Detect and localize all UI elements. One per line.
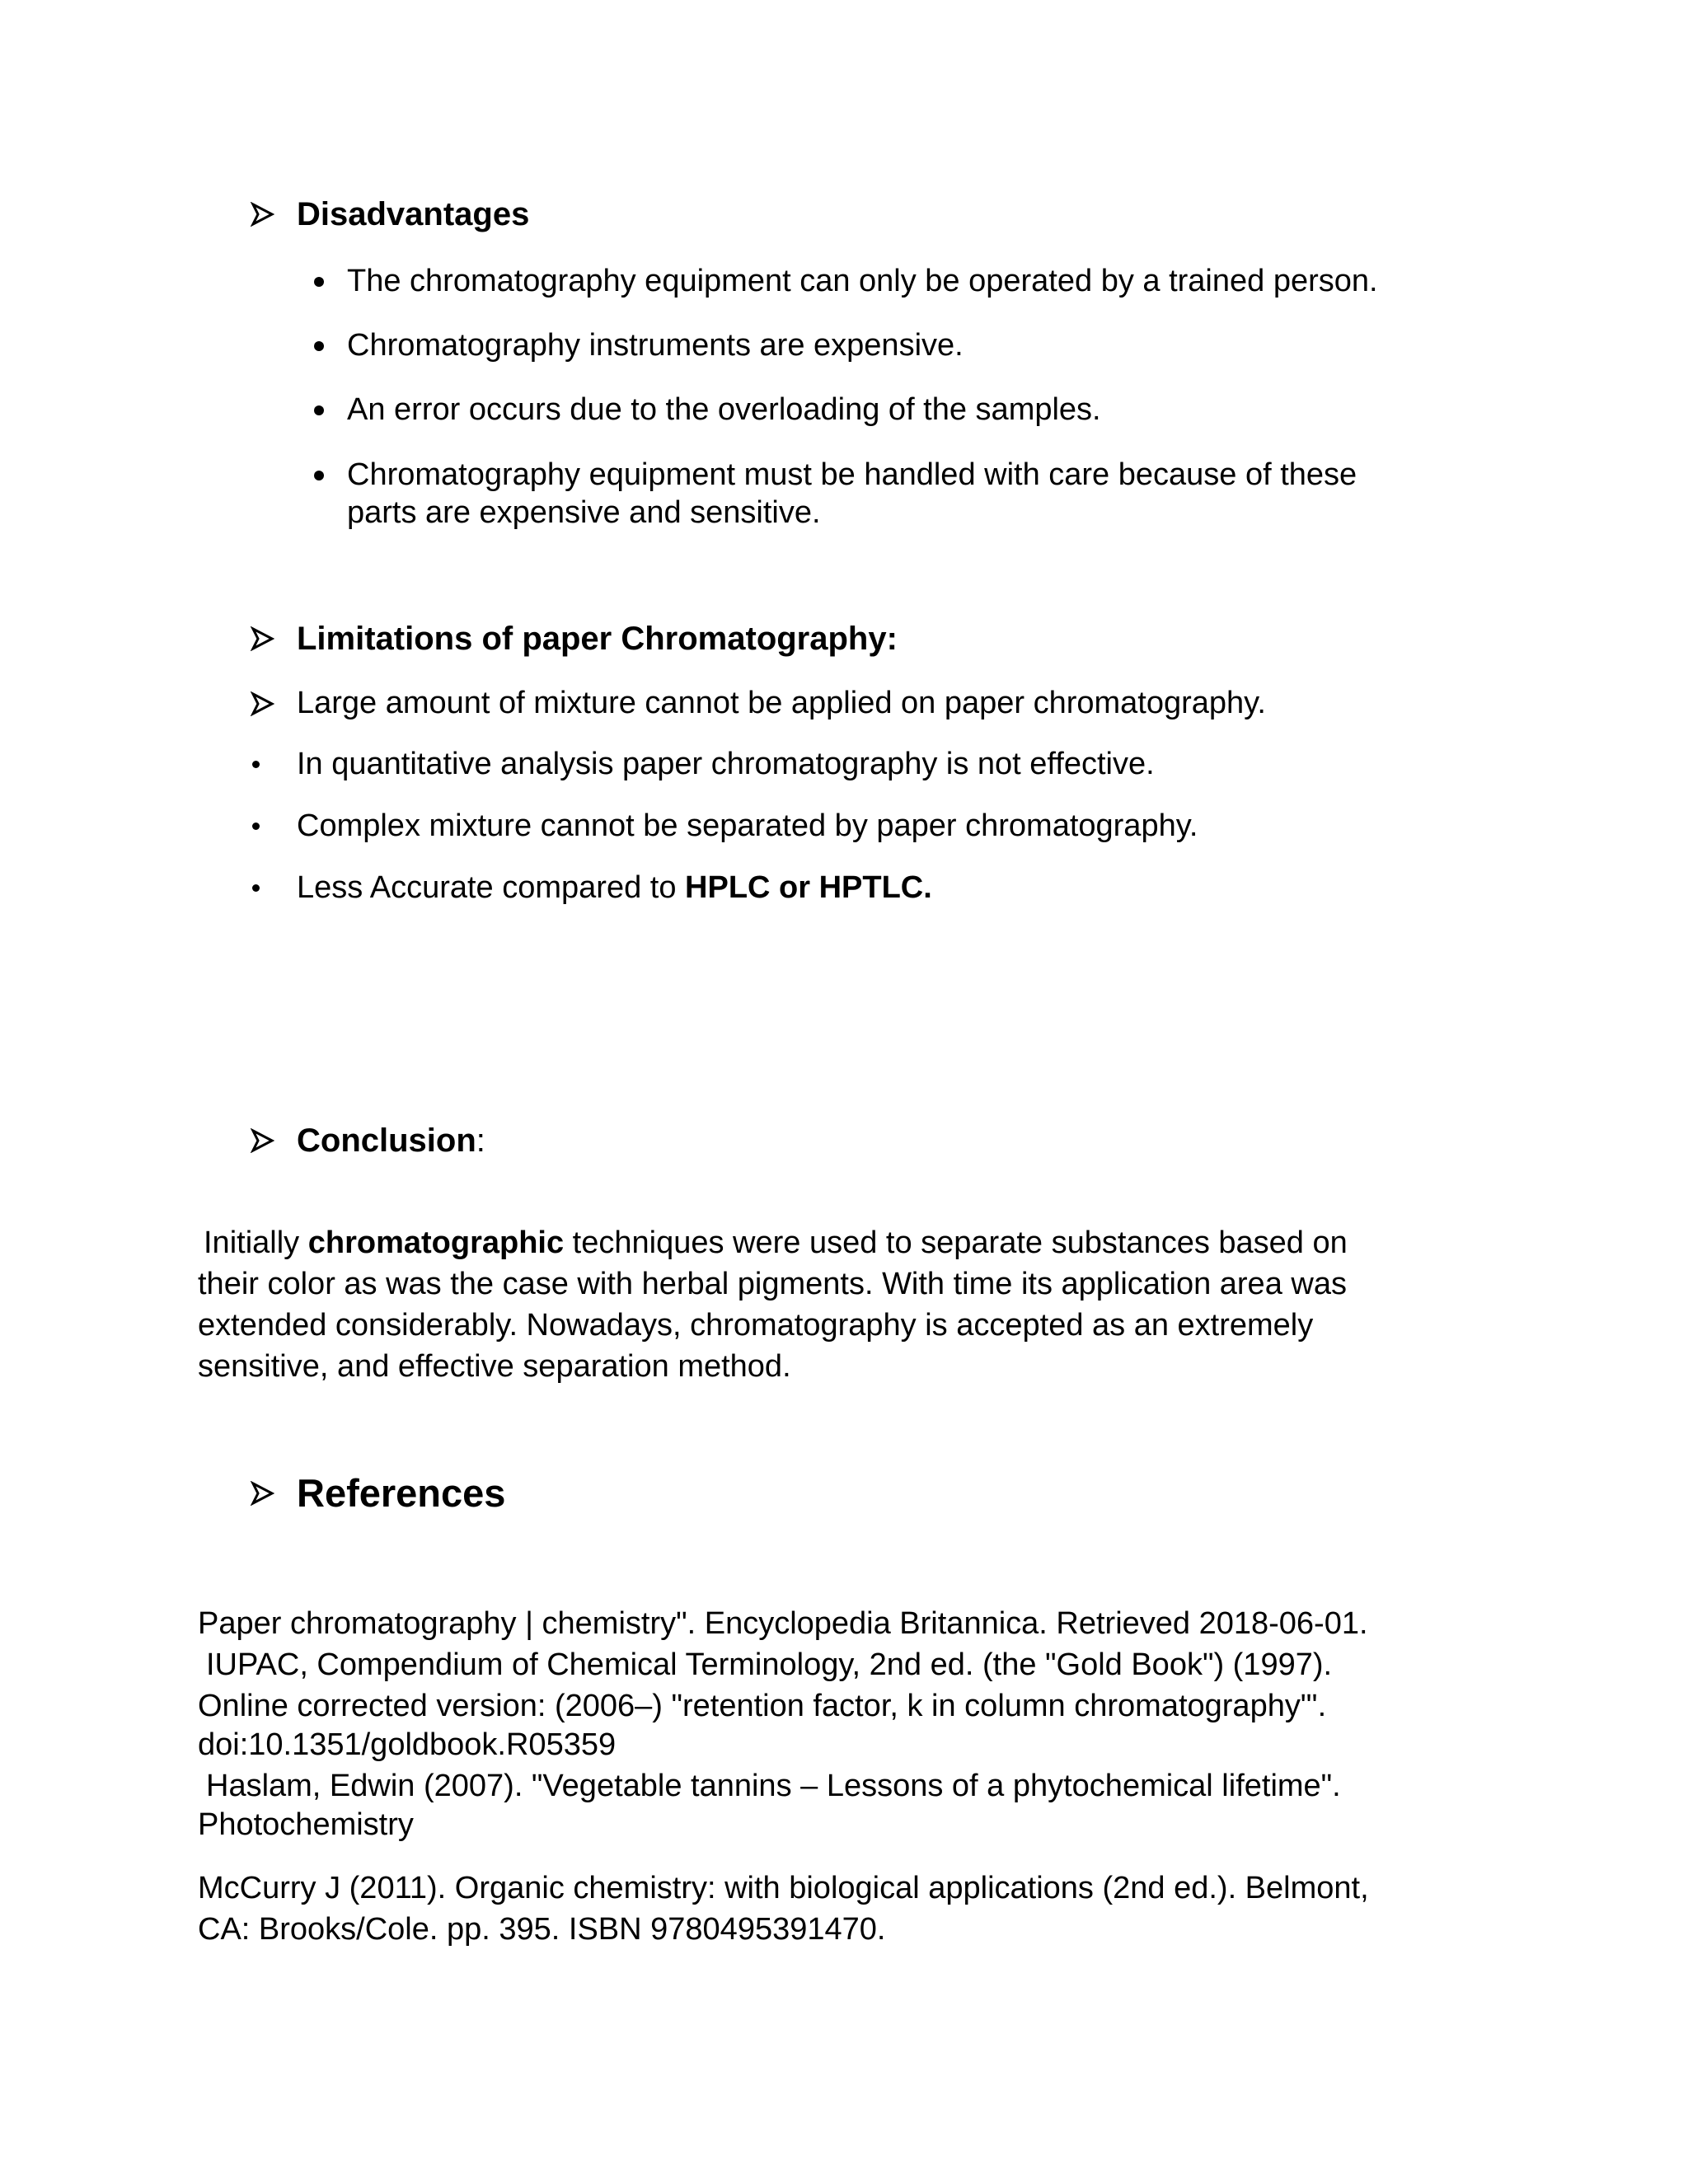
references-heading: References <box>297 1471 506 1515</box>
conclusion-text: Initially <box>204 1226 308 1260</box>
dot-bullet-icon <box>252 823 260 830</box>
arrow-bullet-icon <box>250 626 274 651</box>
limitation-item <box>297 869 932 907</box>
reference-line: Online corrected version: (2006–) "retention factor, k in column chromatography"'. <box>198 1689 1327 1723</box>
conclusion-heading-colon: : <box>476 1122 485 1159</box>
reference-line: Haslam, Edwin (2007). "Vegetable tannins – Lessons of a phytochemical lifetime". <box>206 1769 1341 1803</box>
disadvantage-item-continued: parts are expensive and sensitive. <box>347 495 821 530</box>
arrow-bullet-icon <box>250 1128 274 1153</box>
disadvantage-item: The chromatography equipment can only be operated by a trained person. <box>347 264 1378 298</box>
dot-bullet-icon <box>314 341 324 351</box>
dot-bullet-icon <box>252 761 260 768</box>
arrow-bullet-icon <box>250 1481 274 1506</box>
limitation-item: Complex mixture cannot be separated by paper chromatography. <box>297 808 1198 843</box>
conclusion-heading <box>297 1121 485 1160</box>
reference-line: Photochemistry <box>198 1807 414 1842</box>
conclusion-paragraph-line: extended considerably. Nowadays, chromatography is accepted as an extremely <box>198 1308 1314 1343</box>
reference-line: doi:10.1351/goldbook.R05359 <box>198 1727 617 1762</box>
limitation-item: In quantitative analysis paper chromatography is not effective. <box>297 747 1155 781</box>
disadvantage-item: Chromatography equipment must be handled with care because of these <box>347 457 1357 492</box>
dot-bullet-icon <box>314 405 324 415</box>
conclusion-heading-text: Conclusion <box>297 1122 476 1159</box>
limitation-arrow-item: Large amount of mixture cannot be applied on paper chromatography. <box>297 686 1266 720</box>
conclusion-paragraph-line <box>204 1224 1348 1262</box>
conclusion-text: techniques were used to separate substances based on <box>564 1226 1348 1260</box>
disadvantage-item: An error occurs due to the overloading of the samples. <box>347 392 1101 427</box>
conclusion-paragraph-line: sensitive, and effective separation method. <box>198 1349 791 1384</box>
disadvantages-heading: Disadvantages <box>297 196 530 232</box>
limitation-item-bold: HPLC or HPTLC. <box>685 870 932 905</box>
limitations-heading: Limitations of paper Chromatography: <box>297 621 898 657</box>
dot-bullet-icon <box>314 277 324 287</box>
disadvantage-item: Chromatography instruments are expensive. <box>347 328 964 363</box>
limitation-item-text: Less Accurate compared to <box>297 870 686 905</box>
dot-bullet-icon <box>252 884 260 892</box>
arrow-bullet-icon <box>250 691 274 716</box>
reference-line: CA: Brooks/Cole. pp. 395. ISBN 9780495391470. <box>198 1912 886 1947</box>
conclusion-paragraph-line: their color as was the case with herbal pigments. With time its application area was <box>198 1267 1347 1301</box>
conclusion-bold-text: chromatographic <box>307 1226 565 1260</box>
reference-line: McCurry J (2011). Organic chemistry: with biological applications (2nd ed.). Belmont, <box>198 1871 1369 1905</box>
reference-line: IUPAC, Compendium of Chemical Terminology, 2nd ed. (the "Gold Book") (1997). <box>206 1647 1333 1682</box>
arrow-bullet-icon <box>250 202 274 227</box>
reference-line: Paper chromatography | chemistry". Encyclopedia Britannica. Retrieved 2018-06-01. <box>198 1606 1368 1641</box>
dot-bullet-icon <box>314 471 324 480</box>
